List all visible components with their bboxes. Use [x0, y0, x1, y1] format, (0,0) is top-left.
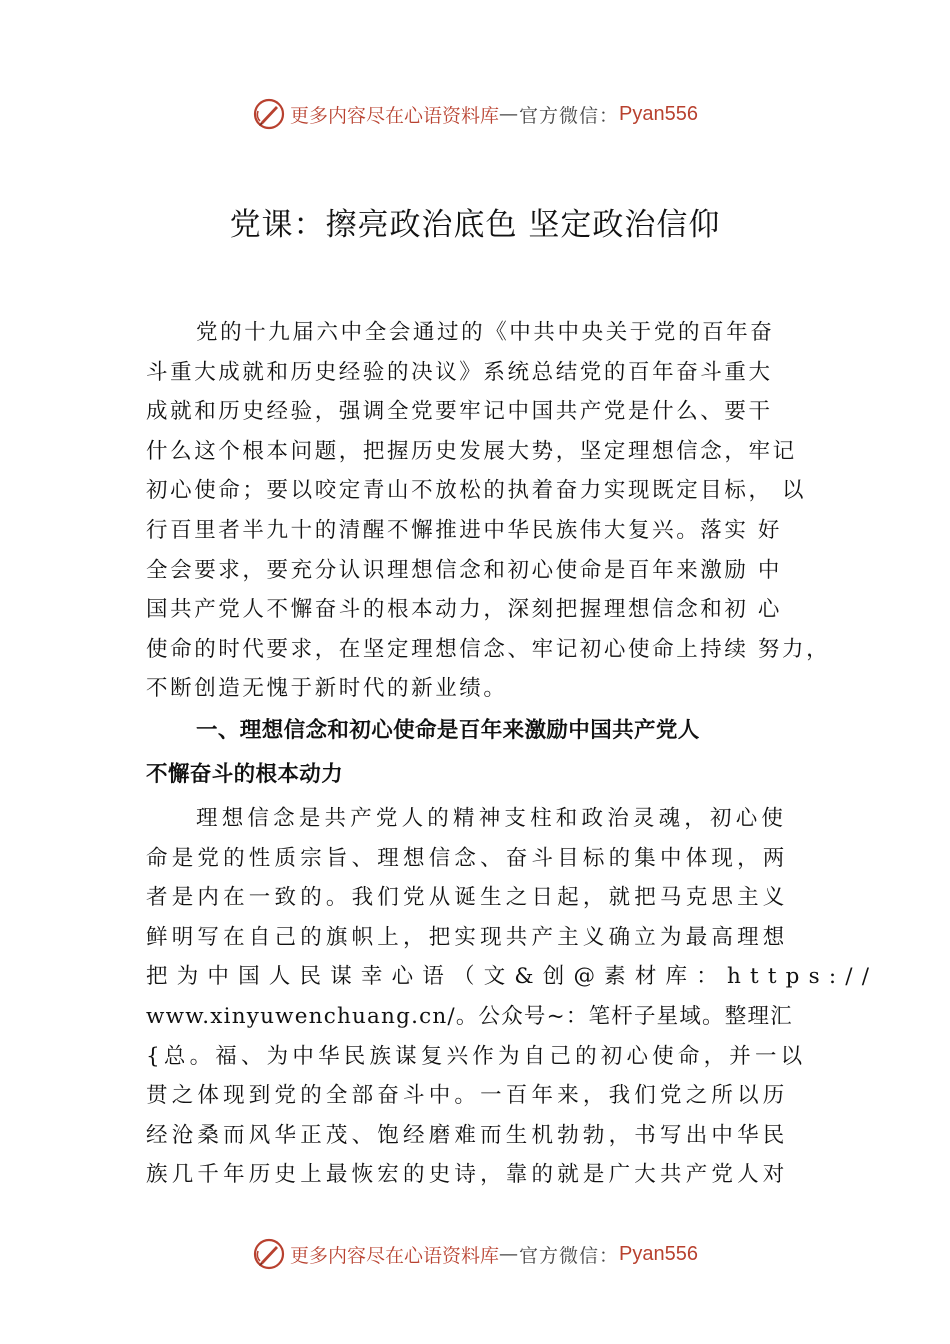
- text-line: 初心使命；要以咬定青山不放松的执着奋力实现既定目标， 以: [146, 478, 807, 504]
- pen-logo-icon: [252, 97, 286, 131]
- banner-wechat-id: Pyan556: [619, 1242, 698, 1265]
- banner-wechat-label: 官方微信：: [519, 104, 620, 127]
- text-line: 命是党的性质宗旨、理想信念、奋斗目标的集中体现，两: [146, 845, 789, 871]
- text-line: 党的十九届六中全会通过的《中共中央关于党的百年奋: [196, 320, 775, 345]
- banner-wechat-id: Pyan556: [619, 102, 698, 125]
- header-banner: [0, 94, 950, 134]
- text-line: 国共产党人不懈奋斗的根本动力，深刻把握理想信念和初 心: [146, 597, 783, 623]
- text-line: 不断创造无愧于新时代的新业绩。: [146, 676, 508, 702]
- text-line: {总。福、为中华民族谋复兴作为自己的初心使命，并一以: [146, 1043, 807, 1069]
- heading-line: 不懈奋斗的根本动力: [146, 761, 344, 787]
- text-line: www.xinyuwenchuang.cn/。公众号~：笔杆子星域。整理汇: [146, 1003, 793, 1029]
- text-line: 行百里者半九十的清醒不懈推进中华民族伟大复兴。落实 好: [146, 517, 783, 543]
- text-line: 什么这个根本问题，把握历史发展大势，坚定理想信念，牢记: [146, 438, 797, 464]
- footer-banner: [0, 1234, 950, 1274]
- text-line: 经沧桑而风华正茂、饱经磨难而生机勃勃，书写出中华民: [146, 1122, 789, 1148]
- document-body: [146, 313, 879, 1195]
- banner-site-name: 更多内容尽在心语资料库: [290, 1244, 500, 1267]
- banner-site-name: 更多内容尽在心语资料库: [290, 104, 500, 127]
- paragraph-section-1: [146, 799, 879, 1195]
- text-line: 鲜明写在自己的旗帜上，把实现共产主义确立为最高理想: [146, 924, 789, 950]
- text-line: 全会要求，要充分认识理想信念和初心使命是百年来激励 中: [146, 557, 783, 583]
- section-heading-1: [146, 709, 836, 797]
- banner-wechat-label: 官方微信：: [519, 1244, 620, 1267]
- text-line: 理想信念是共产党人的精神支柱和政治灵魂，初心使: [196, 805, 788, 831]
- text-line: 使命的时代要求，在坚定理想信念、牢记初心使命上持续 努力，: [146, 636, 831, 662]
- banner-dash: —: [499, 1243, 520, 1265]
- text-line: 成就和历史经验，强调全党要牢记中国共产党是什么、要干: [146, 399, 773, 425]
- text-line: 贯之体现到党的全部奋斗中。一百年来，我们党之所以历: [146, 1083, 789, 1109]
- pen-logo-icon: [252, 1237, 286, 1271]
- text-line: 者是内在一致的。我们党从诞生之日起，就把马克思主义: [146, 885, 789, 911]
- text-line: 族几千年历史上最恢宏的史诗，靠的就是广大共产党人对: [146, 1162, 789, 1188]
- text-line: 斗重大成就和历史经验的决议》系统总结党的百年奋斗重大: [146, 359, 773, 385]
- heading-line: 一、理想信念和初心使命是百年来激励中国共产党人: [196, 717, 700, 743]
- text-line: 把为中国人民谋幸心语（文&创@素材库：https://: [146, 964, 879, 990]
- paragraph-intro: [146, 313, 836, 709]
- document-title: 党课：擦亮政治底色 坚定政治信仰: [229, 207, 721, 243]
- banner-dash: —: [499, 103, 520, 125]
